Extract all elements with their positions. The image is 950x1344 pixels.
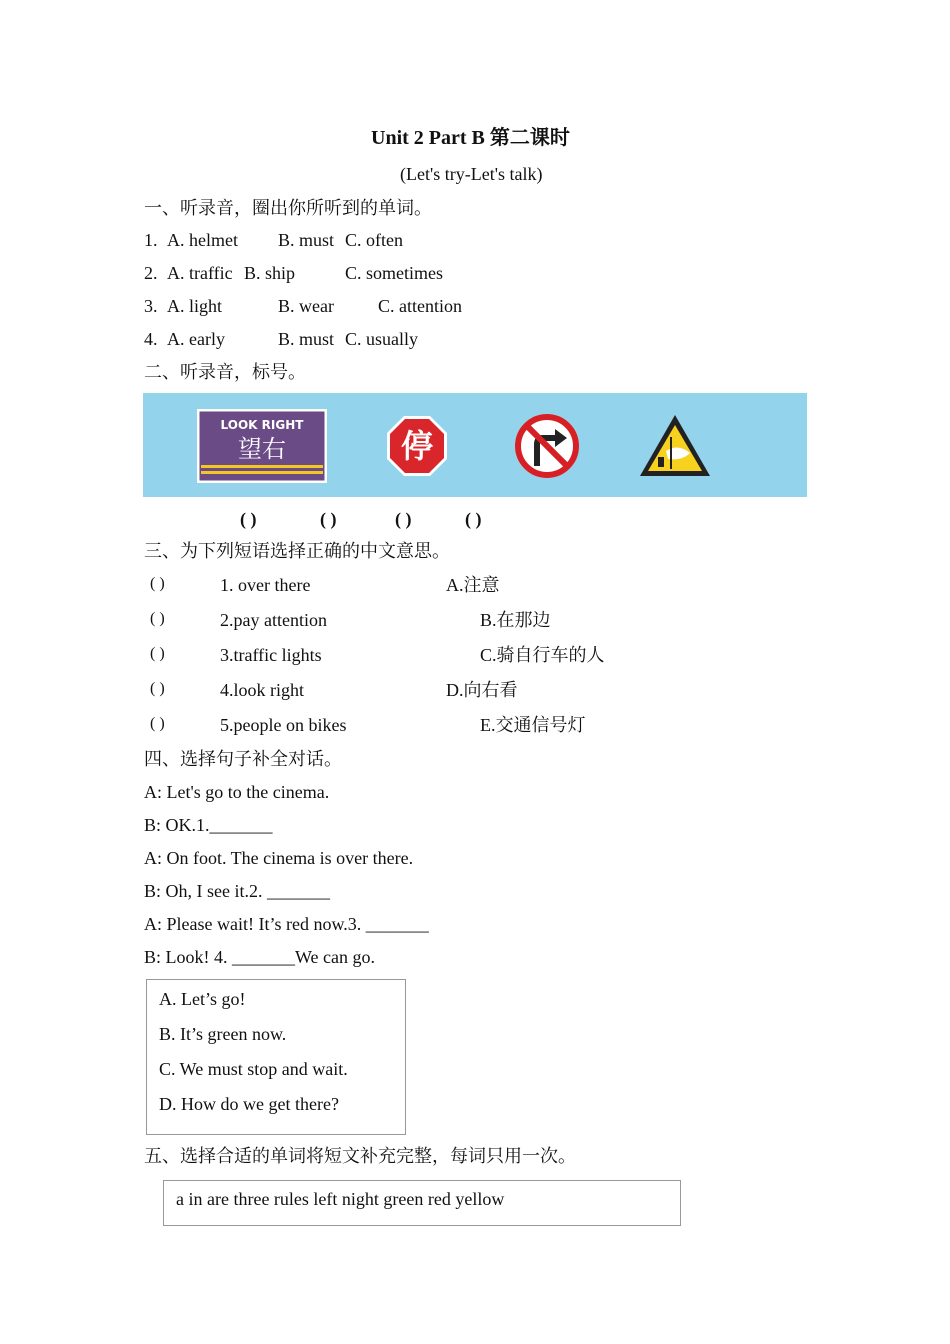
section4-heading: 四、选择句子补全对话。: [144, 749, 342, 769]
answer-blank[interactable]: ( ): [320, 509, 337, 529]
option-a: A. light: [167, 296, 223, 316]
road-marking-text-english: LOOK RIGHT: [220, 418, 304, 432]
options-box: [146, 979, 406, 1135]
dialogue-line: B: Oh, I see it.2. _______: [144, 881, 330, 901]
item-number: 4.: [144, 329, 158, 349]
option-c: C. often: [345, 230, 403, 250]
option-a: A. early: [167, 329, 225, 349]
option-a: A. traffic: [167, 263, 233, 283]
answer-paren[interactable]: ( ): [150, 715, 165, 732]
answer-blank[interactable]: ( ): [465, 509, 482, 529]
phrase: 5.people on bikes: [220, 715, 347, 735]
phrase: 1. over there: [220, 575, 311, 595]
answer-paren[interactable]: ( ): [150, 645, 165, 662]
no-right-turn-sign-icon: [513, 412, 581, 480]
meaning: A.注意: [446, 575, 500, 595]
dialogue-line: B: OK.1._______: [144, 815, 273, 835]
option-b: B. ship: [244, 263, 296, 283]
answer-paren[interactable]: ( ): [150, 680, 165, 697]
answer-paren[interactable]: ( ): [150, 575, 165, 592]
phrase: 4.look right: [220, 680, 304, 700]
look-right-road-marking-icon: [197, 409, 327, 483]
section1-heading: 一、听录音，圈出你所听到的单词。: [144, 198, 432, 218]
item-number: 3.: [144, 296, 158, 316]
road-marking-text-chinese: 望右: [238, 435, 286, 463]
option-b: B. must: [278, 230, 335, 250]
option-line: B. It’s green now.: [159, 1024, 287, 1044]
page-subtitle: (Let's try-Let's talk): [400, 164, 543, 184]
answer-blank[interactable]: ( ): [240, 509, 257, 529]
meaning: E.交通信号灯: [480, 715, 586, 735]
dialogue-line: A: Let's go to the cinema.: [144, 782, 330, 802]
phrase: 2.pay attention: [220, 610, 327, 630]
option-a: A. helmet: [167, 230, 238, 250]
stop-sign-icon: [386, 415, 448, 477]
option-b: B. must: [278, 329, 335, 349]
word-bank-box: [163, 1180, 681, 1226]
word-bank: a in are three rules left night green red yellow: [176, 1189, 505, 1209]
meaning: B.在那边: [480, 610, 551, 630]
item-number: 1.: [144, 230, 158, 250]
option-line: A. Let’s go!: [159, 989, 246, 1009]
option-b: B. wear: [278, 296, 334, 316]
option-c: C. attention: [378, 296, 462, 316]
phrase: 3.traffic lights: [220, 645, 322, 665]
answer-blank[interactable]: ( ): [395, 509, 412, 529]
dialogue-line: A: Please wait! It’s red now.3. _______: [144, 914, 429, 934]
meaning: C.骑自行车的人: [480, 645, 605, 665]
section3-heading: 三、为下列短语选择正确的中文意思。: [144, 541, 450, 561]
option-c: C. sometimes: [345, 263, 443, 283]
stop-sign-text: 停: [400, 427, 434, 465]
traffic-signs-banner: [143, 393, 807, 497]
answer-paren[interactable]: ( ): [150, 610, 165, 627]
item-number: 2.: [144, 263, 158, 283]
section2-heading: 二、听录音，标号。: [144, 362, 306, 382]
section5-heading: 五、选择合适的单词将短文补充完整，每词只用一次。: [144, 1146, 576, 1166]
option-line: C. We must stop and wait.: [159, 1059, 348, 1079]
warning-triangle-sign-icon: [638, 413, 712, 479]
dialogue-line: A: On foot. The cinema is over there.: [144, 848, 414, 868]
option-line: D. How do we get there?: [159, 1094, 339, 1114]
page-title: Unit 2 Part B 第二课时: [371, 127, 570, 149]
option-c: C. usually: [345, 329, 419, 349]
meaning: D.向右看: [446, 680, 518, 700]
dialogue-line: B: Look! 4. _______We can go.: [144, 947, 376, 967]
